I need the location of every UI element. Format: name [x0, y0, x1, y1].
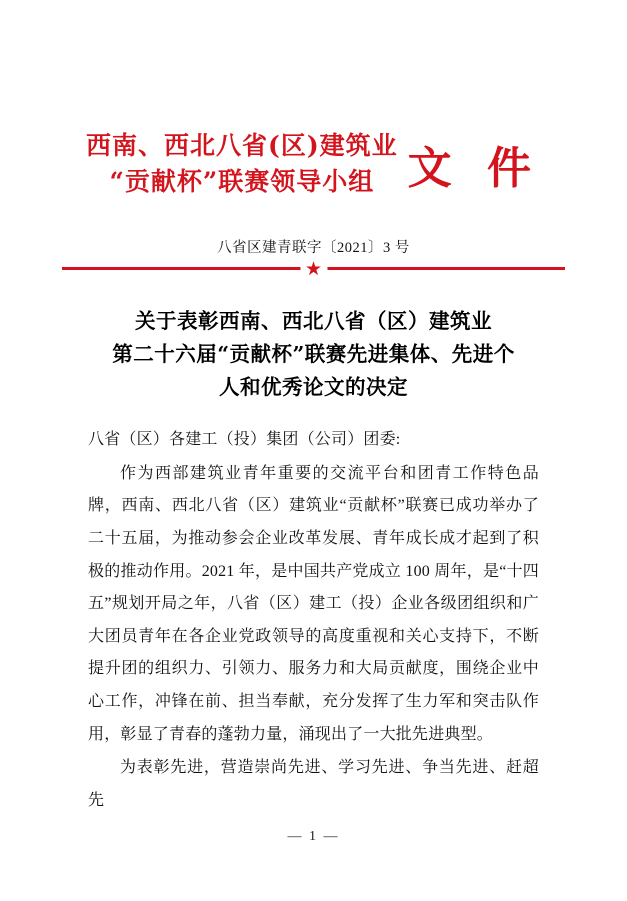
masthead-line-1: 西南、西北八省(区)建筑业 — [86, 131, 398, 160]
page-title-line-2: 第二十六届“贡献杯”联赛先进集体、先进个 — [112, 342, 515, 367]
star-icon: ★ — [300, 260, 327, 279]
salutation: 八省（区）各建工（投）集团（公司）团委: — [88, 431, 401, 448]
masthead-word-wenjian: 文 件 — [407, 142, 541, 194]
red-divider — [62, 259, 565, 280]
masthead — [0, 128, 627, 199]
masthead-title-lines — [86, 128, 398, 199]
body-paragraph-1: 作为西部建筑业青年重要的交流平台和团青工作特色品牌，西南、西北八省（区）建筑业“贡献杯”联赛已成功举办了二十五届，为推动参会企业改革发展、青年成长成才起到了积极的推动作用。2021 年，是中国共产党成立 100 周年，是“十四五”规划开局之年，八省（区）建工（投）企业各级团组织和广大团员青年在各企业党政领导的高度重视和关心支持下，不断提升团的组织力、引领力、服务力和大局贡献度，围绕企业中心工作，冲锋在前、担当奉献，充分发挥了生力军和突击队作用，彰显了青春的蓬勃力量，涌现出了一大批先进典型。 — [88, 464, 539, 743]
page-title-line-1: 关于表彰西南、西北八省（区）建筑业 — [135, 309, 492, 333]
document-body — [88, 424, 539, 819]
page-number: — 1 — — [287, 829, 340, 844]
body-paragraph-2: 为表彰先进，营造崇尚先进、学习先进、争当先进、赶超先 — [88, 759, 539, 809]
document-number: 八省区建青联字〔2021〕3 号 — [217, 240, 410, 256]
page-title-line-3: 人和优秀论文的决定 — [219, 375, 408, 400]
masthead-line-2: “贡献杯”联赛领导小组 — [109, 166, 375, 196]
page-title — [72, 305, 555, 405]
